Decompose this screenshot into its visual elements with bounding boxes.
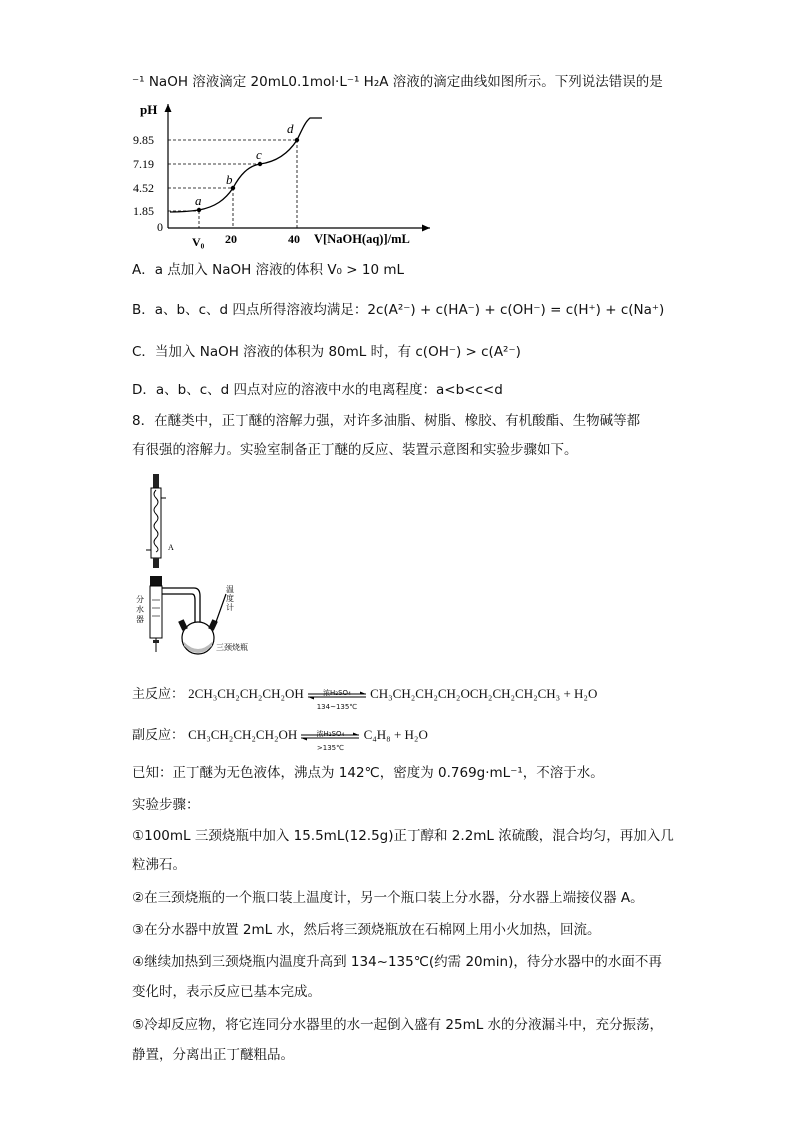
step-5a: ⑤冷却反应物，将它连同分水器里的水一起倒入盛有 25mL 水的分液漏斗中，充分振荡，	[132, 1017, 664, 1033]
main-reaction	[132, 684, 598, 711]
point-b-label: b	[226, 172, 233, 187]
origin-label: 0	[157, 220, 163, 234]
step-2: ②在三颈烧瓶的一个瓶口装上温度计，另一个瓶口装上分水器，分水器上端接仪器 A。	[132, 890, 644, 906]
option-d: D．a、b、c、d 四点对应的溶液中水的电离程度：a<b<c<d	[132, 382, 503, 398]
label-a: A	[168, 543, 174, 552]
guide-lines	[168, 140, 297, 228]
point-a	[197, 208, 201, 212]
steps-title: 实验步骤：	[132, 797, 200, 813]
point-d-label: d	[287, 121, 294, 136]
main-reaction-left: 2CH₃CH₂CH₂CH₂OH	[188, 686, 304, 701]
step-1a: ①100mL 三颈烧瓶中加入 15.5mL(12.5g)正丁醇和 2.2mL 浓硫酸，混合均匀，再加入几	[132, 828, 674, 844]
label-thermo-1: 温	[226, 585, 234, 594]
option-b: B．a、b、c、d 四点所得溶液均满足：2c(A²⁻) + c(HA⁻) + c(OH⁻) = c(H⁺) + c(Na⁺)	[132, 302, 665, 318]
side-reaction-label: 副反应：	[132, 728, 185, 743]
step-4b: 变化时，表示反应已基本完成。	[132, 984, 321, 1000]
point-d	[295, 138, 299, 142]
label-thermo-2: 度	[226, 594, 234, 603]
q8-line1: 8．在醚类中，正丁醚的溶解力强，对许多油脂、树脂、橡胶、有机酸酯、生物碱等都	[132, 413, 641, 429]
point-a-label: a	[195, 193, 202, 208]
label-separator-3: 器	[136, 615, 144, 624]
label-separator-1: 分	[136, 595, 144, 604]
side-reaction-arrow: 浓H₂SO₄ >135℃	[301, 726, 359, 746]
step-1b: 粒沸石。	[132, 857, 186, 873]
x-tick-40: 40	[288, 232, 300, 246]
step-4a: ④继续加热到三颈烧瓶内温度升高到 134~135℃(约需 20min)，待分水器中的水面不再	[132, 954, 662, 970]
side-reaction-left: CH₃CH₂CH₂CH₂OH	[188, 727, 298, 742]
point-c-label: c	[256, 147, 262, 162]
point-c	[258, 162, 262, 166]
label-flask: 三颈烧瓶	[216, 643, 248, 652]
label-separator-2: 水	[136, 605, 144, 614]
titration-chart	[130, 100, 440, 250]
y-tick-9.85: 9.85	[133, 133, 154, 147]
option-a: A．a 点加入 NaOH 溶液的体积 V₀ > 10 mL	[132, 262, 405, 278]
apparatus-diagram	[134, 474, 264, 664]
y-tick-4.52: 4.52	[133, 181, 154, 195]
x-axis-label: V[NaOH(aq)]/mL	[314, 232, 410, 246]
titration-curve	[170, 118, 322, 212]
q8-line2: 有很强的溶解力。实验室制备正丁醚的反应、装置示意图和实验步骤如下。	[132, 442, 578, 458]
x-tick-v0: V₀	[192, 235, 205, 249]
known-info: 已知：正丁醚为无色液体，沸点为 142℃，密度为 0.769g·mL⁻¹，不溶于水。	[132, 765, 604, 781]
step-3: ③在分水器中放置 2mL 水，然后将三颈烧瓶放在石棉网上用小火加热，回流。	[132, 922, 601, 938]
y-tick-7.19: 7.19	[133, 157, 154, 171]
option-c: C．当加入 NaOH 溶液的体积为 80mL 时，有 c(OH⁻) > c(A²⁻)	[132, 344, 521, 360]
main-reaction-label: 主反应：	[132, 687, 185, 702]
main-reaction-right: CH₃CH₂CH₂CH₂OCH₂CH₂CH₂CH₃ + H₂O	[370, 686, 598, 701]
x-tick-20: 20	[225, 232, 237, 246]
y-tick-1.85: 1.85	[133, 204, 154, 218]
main-reaction-arrow: 浓H₂SO₄ 134~135℃	[308, 685, 366, 705]
label-thermo-3: 计	[226, 603, 234, 612]
y-axis-label: pH	[140, 102, 158, 117]
side-reaction-right: C₄H₈ + H₂O	[363, 727, 428, 742]
side-reaction	[132, 725, 428, 752]
question-intro: ⁻¹ NaOH 溶液滴定 20mL0.1mol·L⁻¹ H₂A 溶液的滴定曲线如图所示。下列说法错误的是	[132, 74, 663, 90]
step-5b: 静置，分离出正丁醚粗品。	[132, 1047, 294, 1063]
